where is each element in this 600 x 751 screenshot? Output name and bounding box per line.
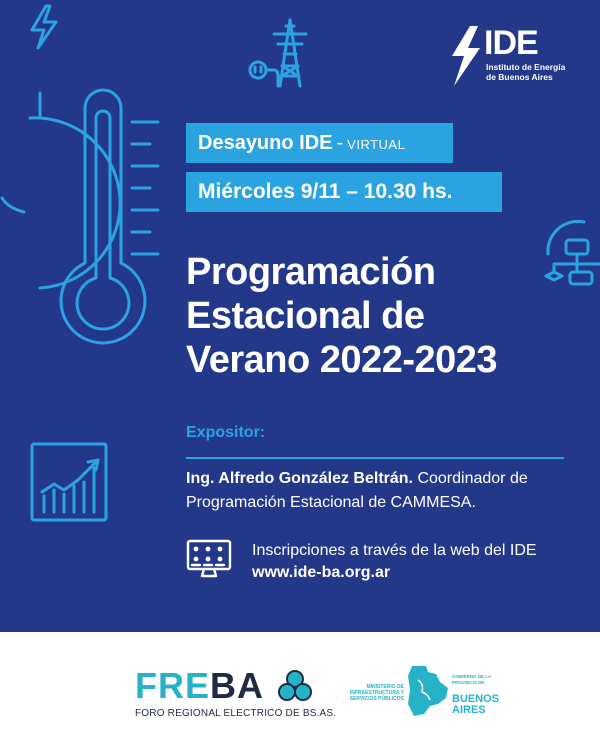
province-line1: BUENOS [452,693,500,705]
ide-logo-word: IDE [484,24,538,62]
province-name [452,694,512,716]
event-mode: VIRTUAL [347,137,406,152]
thermometer-icon [0,88,170,368]
freba-logo-ba: BA [210,665,264,706]
event-title [186,250,586,382]
divider [186,457,564,459]
ministry-name [348,684,404,702]
lightning-bolt-icon [24,2,64,52]
ide-logo-subtitle [486,62,576,82]
registration-url: www.ide-ba.org.ar [252,564,391,581]
event-series: Desayuno IDE [198,132,333,154]
registration-text: Inscripciones a través de la web del IDE [252,542,537,559]
province-map-icon [406,664,450,718]
power-tower-icon [244,14,324,94]
freba-logo-word [135,665,264,706]
ministry-line3: SERVICIOS PÚBLICOS [349,696,404,702]
event-title-line1: Programación [186,251,436,293]
freba-logo-subtitle: FORO REGIONAL ELECTRICO DE BS.AS. [135,708,337,719]
event-datetime: Miércoles 9/11 – 10.30 hs. [198,180,453,203]
ide-logo-subtitle-line1: Instituto de Energía [486,62,566,72]
speaker-role: Coordinador de Programación Estacional de CAMMESA. [186,470,528,511]
event-title-line2: Estacional de [186,295,425,337]
ide-lightning-icon [448,26,482,86]
province-line2: AIRES [452,704,486,716]
ministry-line2: INFRAESTRUCTURA Y [349,690,404,696]
event-series-badge [186,123,453,163]
government-line2: PROVINCIA DE [452,679,485,685]
freba-circles-icon [278,670,312,702]
freba-logo [135,665,337,724]
government-name [452,674,502,685]
government-line1: GOBIERNO DE LA [452,674,492,679]
ministry-line1: MINISTERIO DE [366,684,404,690]
event-separator: - [336,132,344,154]
registration-info [252,540,537,584]
ide-logo-subtitle-line2: de Buenos Aires [486,72,553,82]
web-registration-icon [186,539,232,579]
event-title-line3: Verano 2022-2023 [186,339,498,381]
event-datetime-badge [186,172,502,212]
freba-logo-fre: FRE [135,665,210,706]
speaker-description [186,467,576,515]
growth-chart-icon [28,440,110,524]
ide-logo [448,26,568,90]
speaker-label: Expositor: [186,424,266,441]
speaker-name: Ing. Alfredo González Beltrán. [186,470,413,487]
government-logo [348,660,508,720]
